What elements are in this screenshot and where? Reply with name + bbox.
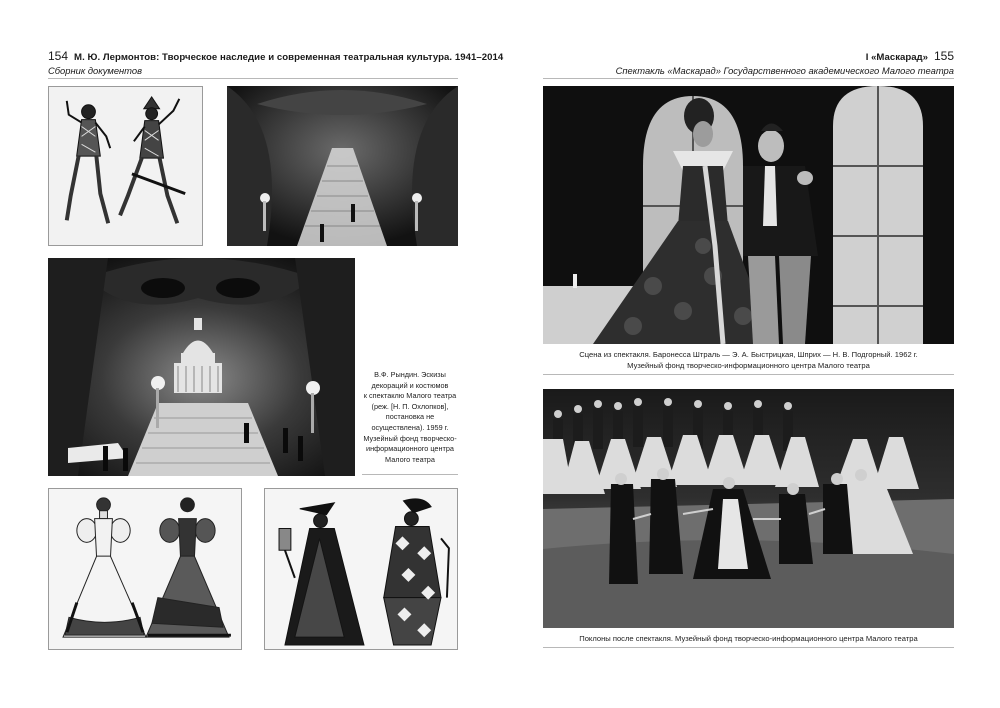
- dome-ballroom-set-design: [48, 258, 355, 476]
- curtain-call-photo: [543, 389, 954, 628]
- caption-line: Поклоны после спектакля. Музейный фонд творческо-информационного центра Малого театра: [579, 634, 918, 643]
- gown-costume-sketch: [48, 488, 242, 650]
- stage-scene-photo: [543, 86, 954, 344]
- harlequin-costume-sketch: [48, 86, 203, 246]
- curtain-call-caption-rule: [543, 647, 954, 648]
- right-subtitle: Спектакль «Маскарад» Государственного академического Малого театра: [615, 65, 954, 76]
- right-header-rule: [543, 78, 954, 79]
- caption-line: Сцена из спектакля. Баронесса Штраль — Э. А. Быстрицкая, Шприх — Н. В. Подгорный. 1962 г.: [579, 350, 918, 359]
- left-subtitle: Сборник документов: [48, 65, 142, 76]
- caption-line: Музейный фонд творческо-: [363, 433, 457, 443]
- caption-line: к спектаклю Малого театра: [363, 391, 457, 401]
- right-running-title: I «Маскарад»: [865, 52, 928, 63]
- left-header-rule: [48, 78, 458, 79]
- caption-line: Музейный фонд творческо-информационного центра Малого театра: [627, 361, 870, 370]
- sketches-caption-rule: [362, 474, 458, 475]
- caption-line: осуществлена). 1959 г.: [371, 422, 449, 432]
- caption-line: постановка не: [385, 412, 435, 422]
- right-page-header: [544, 50, 954, 77]
- masked-figures-costume-sketch: [264, 488, 458, 650]
- caption-line: информационного центра: [366, 444, 454, 454]
- caption-line: В.Ф. Рындин. Эскизы: [374, 370, 446, 379]
- caption-line: декораций и костюмов: [371, 380, 449, 390]
- left-page-header: [48, 49, 504, 77]
- caption-line: Малого театра: [385, 454, 435, 464]
- left-running-title: М. Ю. Лермонтов: Творческое наследие и современная театральная культура. 1941–2014: [74, 52, 504, 63]
- left-page-number: 154: [48, 49, 69, 63]
- curtain-call-caption: [543, 633, 954, 644]
- stage-scene-caption-rule: [543, 374, 954, 375]
- staircase-set-design: [227, 86, 458, 246]
- caption-line: (реж. [Н. П. Охлопков],: [371, 401, 449, 411]
- right-page-number: 155: [933, 49, 954, 63]
- sketches-caption: [362, 370, 458, 465]
- stage-scene-caption: [543, 349, 954, 371]
